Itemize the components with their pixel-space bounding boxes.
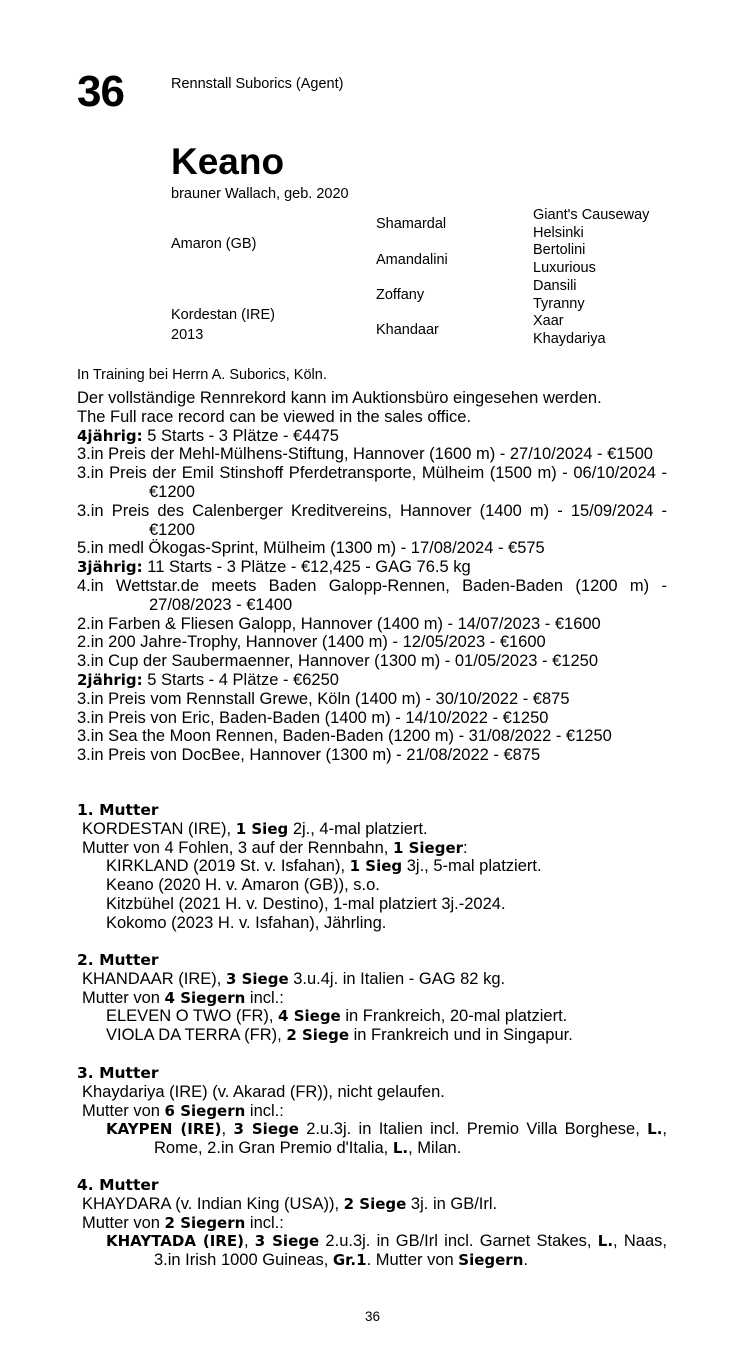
wins: 1 Sieg: [235, 819, 289, 838]
winners: 1 Sieger: [392, 838, 464, 857]
winners: 2 Siegern: [164, 1213, 246, 1232]
wins: 3 Siege: [254, 1232, 320, 1251]
pedigree-sire: Amaron (GB): [171, 236, 257, 252]
dam-section-4: [77, 1176, 667, 1270]
progeny-item: [77, 1026, 667, 1045]
dam-title: 1. Mutter: [77, 801, 159, 819]
text: ,: [243, 1232, 255, 1251]
pedigree-ss-dam: Helsinki: [533, 225, 584, 241]
training-info: In Training bei Herrn A. Suborics, Köln.: [77, 367, 327, 383]
season-stats: 5 Starts - 4 Plätze - €6250: [142, 670, 339, 689]
season-summary: [77, 558, 667, 577]
dam-section-3: [77, 1064, 667, 1158]
text: in Frankreich und in Singapur.: [349, 1026, 573, 1045]
text: KHAYDARA (v. Indian King (USA)),: [82, 1194, 344, 1213]
dam-produce: [77, 989, 667, 1008]
text: 2.u.3j. in Italien incl. Premio Villa Borghese,: [298, 1120, 648, 1139]
race-entry: 3.in Preis von Eric, Baden-Baden (1400 m) - 14/10/2022 - €1250: [77, 708, 549, 727]
wins: 2 Siege: [343, 1194, 407, 1213]
progeny-item: Kitzbühel (2021 H. v. Destino), 1-mal platziert 3j.-2024.: [106, 894, 506, 913]
text: incl.:: [245, 1213, 284, 1232]
pedigree-sd-dam: Luxurious: [533, 260, 596, 276]
dam-section-1: [77, 801, 667, 933]
season-label: 3jährig:: [77, 558, 143, 577]
pedigree-dam-sire: Zoffany: [376, 287, 425, 303]
race-entry: 3.in Preis der Emil Stinshoff Pferdetransporte, Mülheim (1500 m) - 06/10/2024 - €1200: [77, 464, 667, 501]
progeny-item: Kokomo (2023 H. v. Isfahan), Jährling.: [106, 913, 387, 932]
race-grade: Gr.1: [332, 1251, 367, 1270]
race-entry: 3.in Sea the Moon Rennen, Baden-Baden (1200 m) - 31/08/2022 - €1250: [77, 727, 612, 746]
race-grade: L.: [647, 1120, 663, 1139]
pedigree-dam-year: 2013: [171, 327, 204, 343]
horse-name: KHAYTADA (IRE): [106, 1232, 244, 1251]
horse-name: KAYPEN (IRE): [106, 1120, 222, 1139]
progeny-item: Keano (2020 H. v. Amaron (GB)), s.o.: [106, 876, 380, 895]
progeny-item: [77, 1120, 667, 1158]
race-entry: 3.in Preis vom Rennstall Grewe, Köln (1400 m) - 30/10/2022 - €875: [77, 689, 570, 708]
dam-info: [77, 1195, 667, 1214]
dam-produce: [77, 1214, 667, 1233]
text: 2j., 4-mal platziert.: [288, 819, 428, 838]
text: VIOLA DA TERRA (FR),: [106, 1026, 287, 1045]
winners: 4 Siegern: [164, 988, 246, 1007]
lot-number: 36: [77, 67, 124, 116]
progeny-item: [77, 857, 667, 876]
race-entry: 3.in Preis von DocBee, Hannover (1300 m) - 21/08/2022 - €875: [77, 746, 541, 765]
wins: 1 Sieg: [349, 857, 403, 876]
text: in Frankreich, 20-mal platziert.: [340, 1007, 568, 1026]
pedigree-ds-sire: Dansili: [533, 278, 577, 294]
dam-info: [77, 820, 667, 839]
season-stats: 11 Starts - 3 Plätze - €12,425 - GAG 76.5 kg: [142, 558, 471, 577]
progeny-item: [77, 1232, 667, 1270]
text: KIRKLAND (2019 St. v. Isfahan),: [106, 857, 350, 876]
race-entry: 2.in 200 Jahre-Trophy, Hannover (1400 m) - 12/05/2023 - €1600: [77, 633, 546, 652]
text: Mutter von: [82, 1101, 165, 1120]
season-summary: [77, 427, 667, 446]
race-entry: 3.in Preis der Mehl-Mülhens-Stiftung, Hannover (1600 m) - 27/10/2024 - €1500: [77, 445, 653, 464]
text: ELEVEN O TWO (FR),: [106, 1007, 279, 1026]
horse-description: brauner Wallach, geb. 2020: [171, 186, 349, 202]
pedigree-dd-sire: Xaar: [533, 313, 564, 329]
text: Mutter von 4 Fohlen, 3 auf der Rennbahn,: [82, 838, 393, 857]
page-number: 36: [364, 1309, 381, 1324]
race-entry: 2.in Farben & Fliesen Galopp, Hannover (1400 m) - 14/07/2023 - €1600: [77, 614, 601, 633]
text: Mutter von: [82, 1213, 165, 1232]
dam-section-2: [77, 951, 667, 1045]
text: Mutter von: [82, 988, 165, 1007]
race-entry: 3.in Cup der Saubermaenner, Hannover (1300 m) - 01/05/2023 - €1250: [77, 652, 598, 671]
pedigree-sire-sire: Shamardal: [376, 216, 447, 232]
pedigree-ss-sire: Giant's Causeway: [533, 207, 650, 223]
season-stats: 5 Starts - 3 Plätze - €4475: [142, 426, 339, 445]
winners: 6 Siegern: [164, 1101, 246, 1120]
pedigree-dd-dam: Khaydariya: [533, 331, 606, 347]
consignor: Rennstall Suborics (Agent): [171, 76, 344, 92]
horse-name: Keano: [171, 141, 285, 182]
text: incl.:: [245, 1101, 284, 1120]
text: 3j. in GB/Irl.: [406, 1194, 498, 1213]
text: 3j., 5-mal platziert.: [402, 857, 542, 876]
race-record: [77, 389, 667, 765]
text: , Rome, 2.in Gran Premio d'Italia,: [154, 1120, 668, 1158]
text: :: [463, 838, 468, 857]
race-entry: 4.in Wettstar.de meets Baden Galopp-Rennen, Baden-Baden (1200 m) - 27/08/2023 - €1400: [77, 576, 667, 614]
dam-title: 2. Mutter: [77, 951, 159, 969]
record-note-en: The Full race record can be viewed in the sales office.: [77, 407, 472, 426]
text: KHANDAAR (IRE),: [82, 969, 226, 988]
dam-title: 3. Mutter: [77, 1064, 159, 1082]
text: ,: [221, 1120, 234, 1139]
pedigree-sire-dam: Amandalini: [376, 252, 448, 268]
season-label: 4jährig:: [77, 426, 143, 445]
progeny-item: [77, 1007, 667, 1026]
wins: 3 Siege: [233, 1120, 299, 1139]
dam-produce: [77, 839, 667, 858]
dam-info: Khaydariya (IRE) (v. Akarad (FR)), nicht gelaufen.: [82, 1082, 445, 1101]
wins: 4 Siege: [278, 1007, 341, 1026]
text: .: [523, 1251, 528, 1270]
dam-title: 4. Mutter: [77, 1176, 159, 1194]
text: . Mutter von: [366, 1251, 459, 1270]
text: , Milan.: [408, 1139, 462, 1158]
season-summary: [77, 671, 667, 690]
race-entry: 3.in Preis des Calenberger Kreditvereins, Hannover (1400 m) - 15/09/2024 - €1200: [77, 501, 667, 539]
record-note-de: Der vollständige Rennrekord kann im Auktionsbüro eingesehen werden.: [77, 389, 602, 407]
race-grade: L.: [597, 1232, 614, 1251]
wins: 3 Siege: [225, 969, 289, 988]
winners: Siegern: [458, 1251, 524, 1270]
race-grade: L.: [392, 1139, 409, 1158]
text: , Naas, 3.in Irish 1000 Guineas,: [154, 1232, 667, 1270]
text: 2.u.3j. in GB/Irl incl. Garnet Stakes,: [319, 1232, 598, 1251]
race-entry: 5.in medl Ökogas-Sprint, Mülheim (1300 m) - 17/08/2024 - €575: [77, 539, 545, 558]
pedigree-dam: Kordestan (IRE): [171, 307, 275, 323]
dam-produce: [77, 1102, 667, 1121]
pedigree-sd-sire: Bertolini: [533, 242, 586, 258]
pedigree-ds-dam: Tyranny: [533, 296, 585, 312]
text: incl.:: [245, 988, 284, 1007]
wins: 2 Siege: [286, 1026, 350, 1045]
text: KORDESTAN (IRE),: [82, 819, 236, 838]
pedigree-dam-dam: Khandaar: [376, 322, 439, 338]
text: 3.u.4j. in Italien - GAG 82 kg.: [288, 969, 506, 988]
season-label: 2jährig:: [77, 670, 143, 689]
dam-info: [77, 970, 667, 989]
